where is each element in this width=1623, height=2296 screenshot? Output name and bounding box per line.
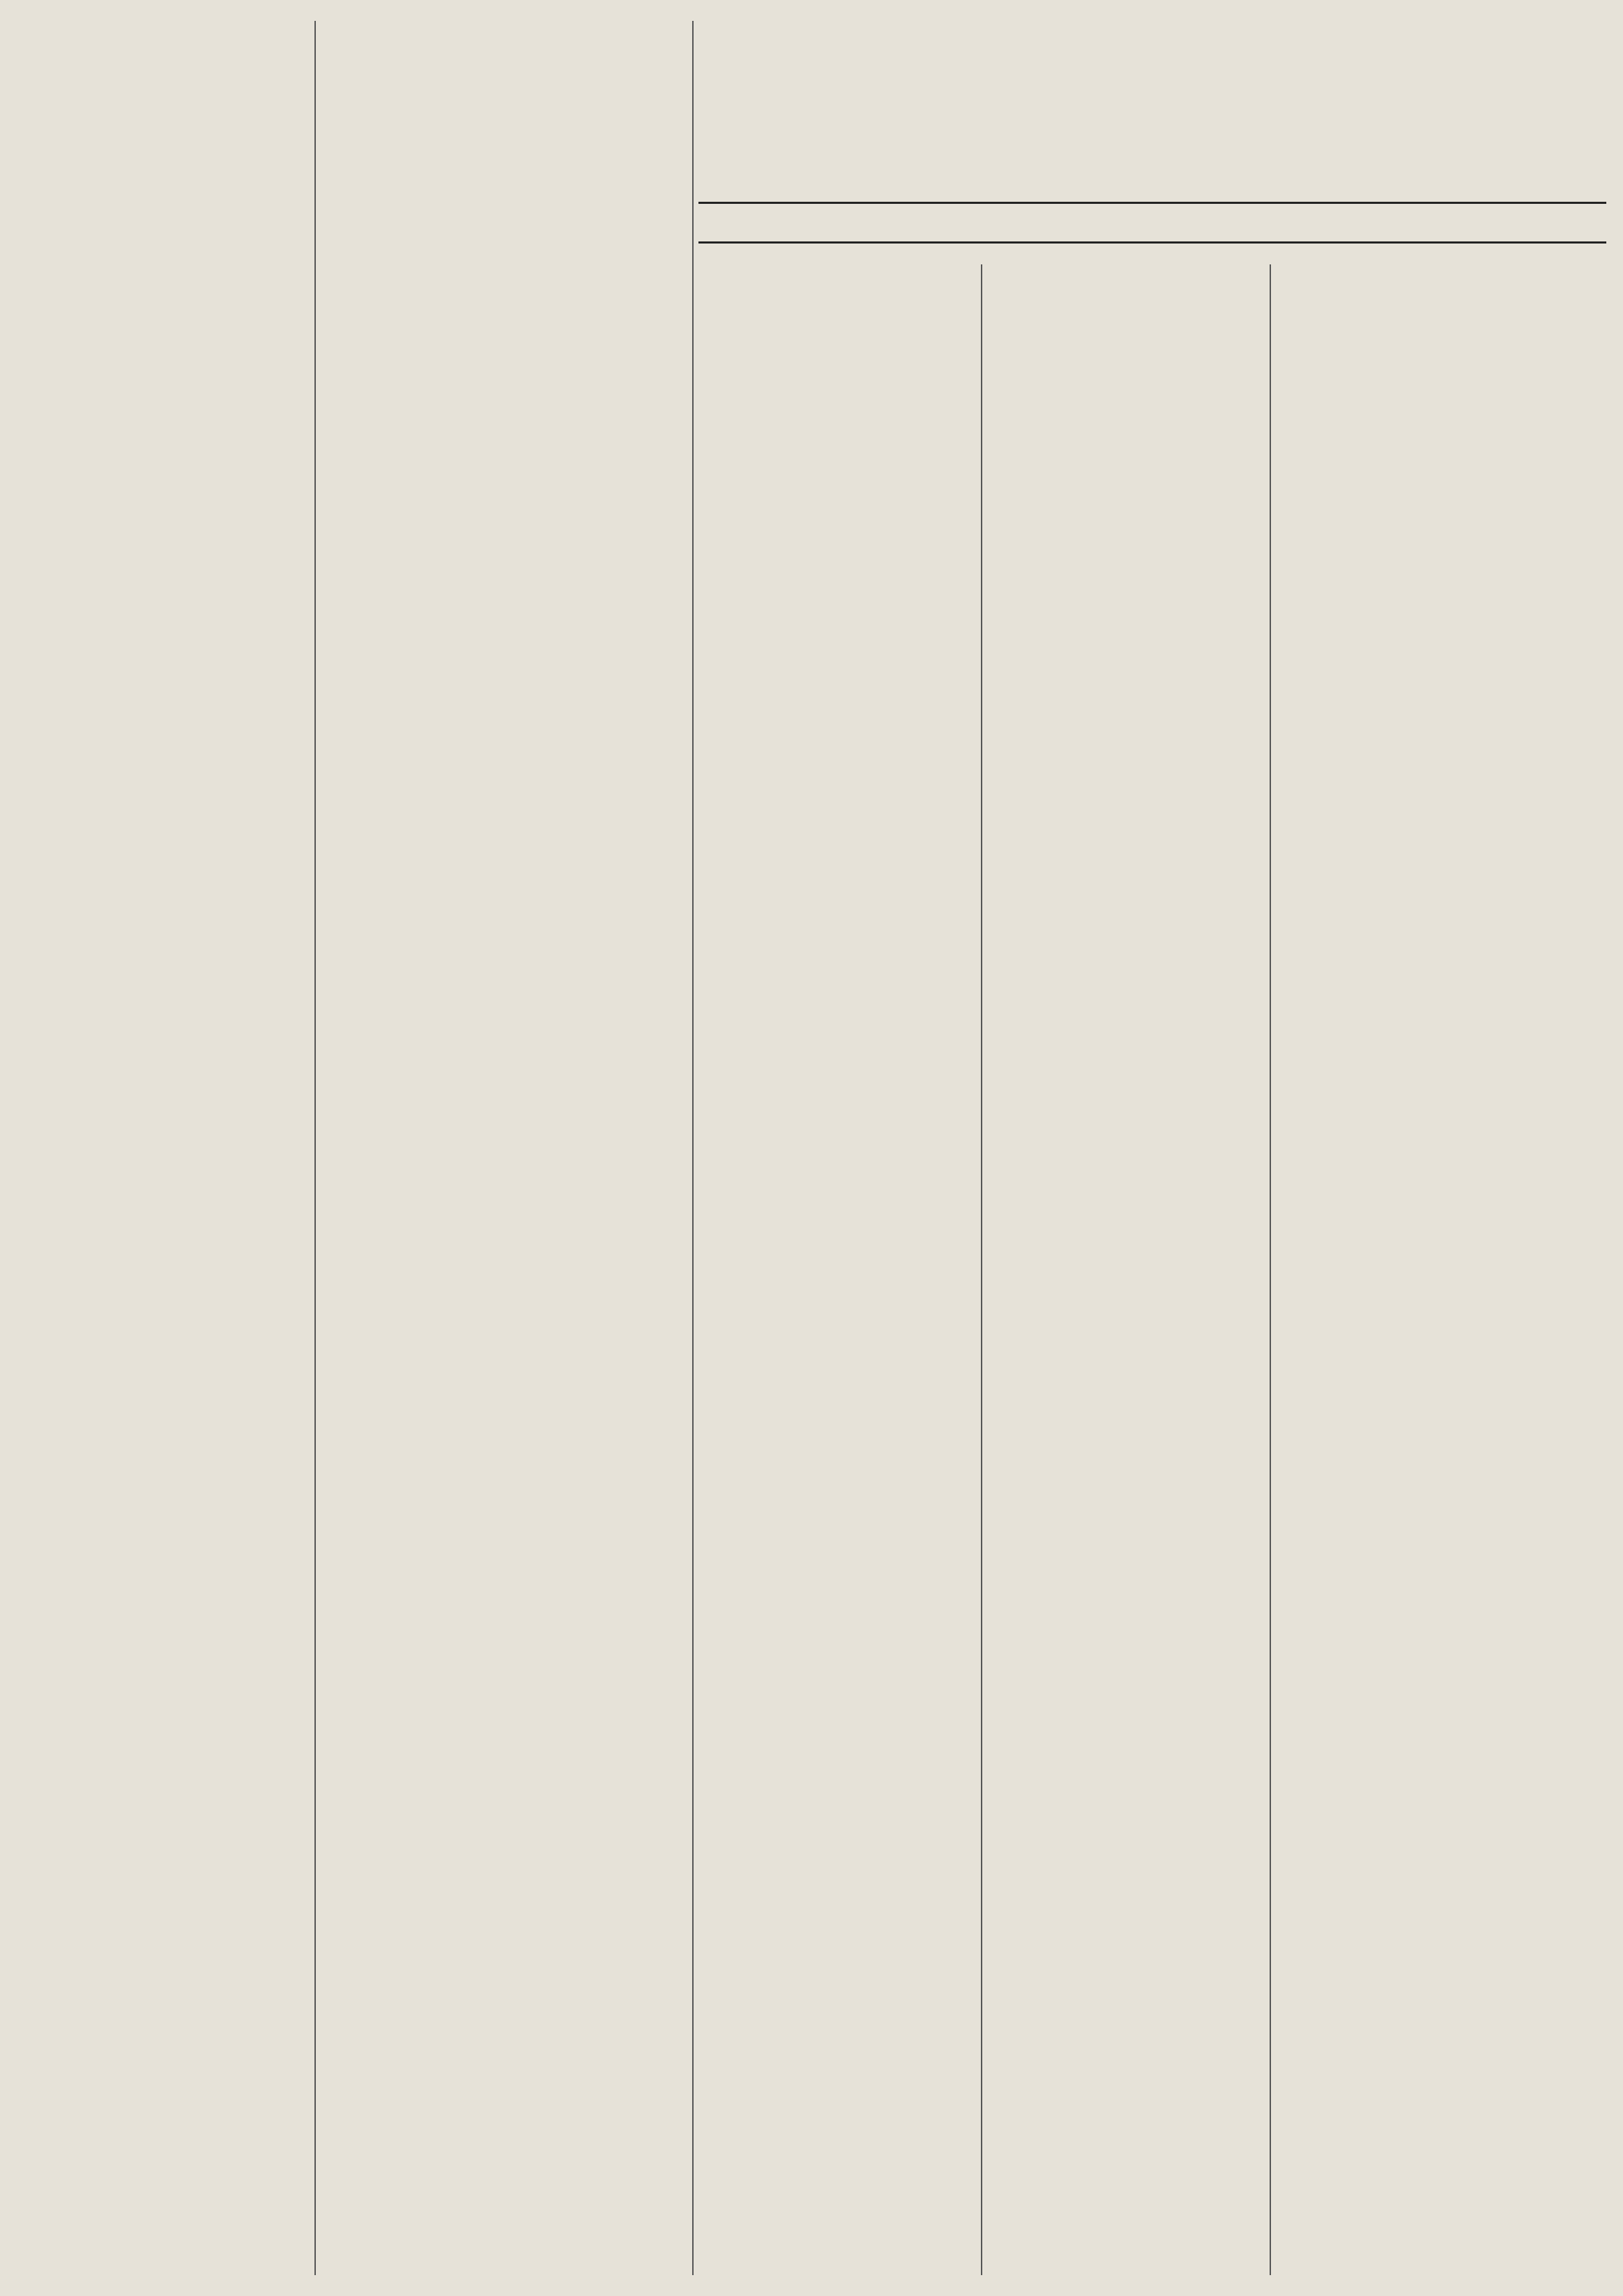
column-rule: [314, 21, 316, 2275]
column-rule: [1270, 264, 1271, 2275]
column-rule: [981, 264, 982, 2275]
masthead: [698, 21, 1606, 254]
column-rule: [692, 21, 694, 2275]
column-1-content: [124, 21, 306, 2275]
dateline: [698, 202, 1606, 244]
